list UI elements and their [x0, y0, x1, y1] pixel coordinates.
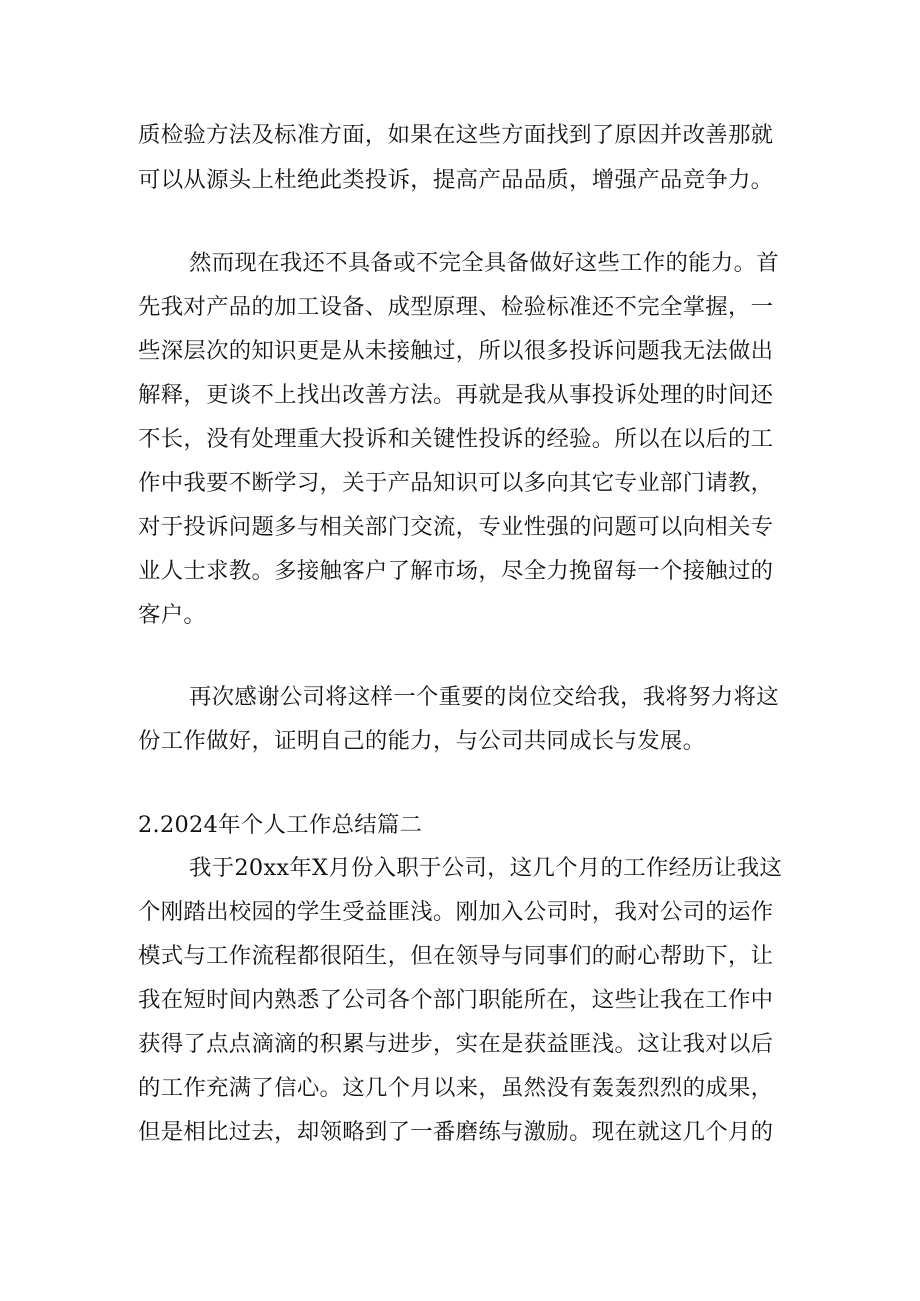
paragraph-line: 可以从源头上杜绝此类投诉，提高产品品质，增强产品竞争力。: [138, 167, 774, 193]
paragraph-line: 解释，更谈不上找出改善方法。再就是我从事投诉处理的时间还: [138, 382, 774, 408]
paragraph-line: 我于20xx年X月份入职于公司，这几个月的工作经历让我这: [189, 855, 783, 881]
paragraph-line: 不长，没有处理重大投诉和关键性投诉的经验。所以在以后的工: [138, 426, 774, 452]
paragraph-line: 再次感谢公司将这样一个重要的岗位交给我，我将努力将这: [189, 684, 779, 710]
paragraph-line: 个刚踏出校园的学生受益匪浅。刚加入公司时，我对公司的运作: [138, 899, 774, 925]
paragraph-line: 获得了点点滴滴的积累与进步，实在是获益匪浅。这让我对以后: [138, 1031, 774, 1057]
paragraph-line: 作中我要不断学习，关于产品知识可以多向其它专业部门请教，: [138, 470, 774, 496]
paragraph-line: 业人士求教。多接触客户了解市场，尽全力挽留每一个接触过的: [138, 558, 774, 584]
paragraph-line: 质检验方法及标准方面，如果在这些方面找到了原因并改善那就: [138, 122, 774, 148]
paragraph-line: 模式与工作流程都很陌生，但在领导与同事们的耐心帮助下，让: [138, 943, 774, 969]
paragraph-line: 我在短时间内熟悉了公司各个部门职能所在，这些让我在工作中: [138, 987, 774, 1013]
paragraph-line: 些深层次的知识更是从未接触过，所以很多投诉问题我无法做出: [138, 338, 774, 364]
paragraph-line: 客户。: [138, 602, 207, 628]
paragraph-line: 先我对产品的加工设备、成型原理、检验标准还不完全掌握，一: [138, 294, 774, 320]
paragraph-line: 但是相比过去，却领略到了一番磨练与激励。现在就这几个月的: [138, 1119, 774, 1145]
paragraph-line: 然而现在我还不具备或不完全具备做好这些工作的能力。首: [189, 250, 779, 276]
paragraph-line: 的工作充满了信心。这几个月以来，虽然没有轰轰烈烈的成果，: [138, 1075, 774, 1101]
section-heading: 2.2024年个人工作总结篇二: [138, 812, 423, 838]
paragraph-line: 对于投诉问题多与相关部门交流，专业性强的问题可以向相关专: [138, 514, 774, 540]
paragraph-line: 份工作做好，证明自己的能力，与公司共同成长与发展。: [138, 728, 706, 754]
